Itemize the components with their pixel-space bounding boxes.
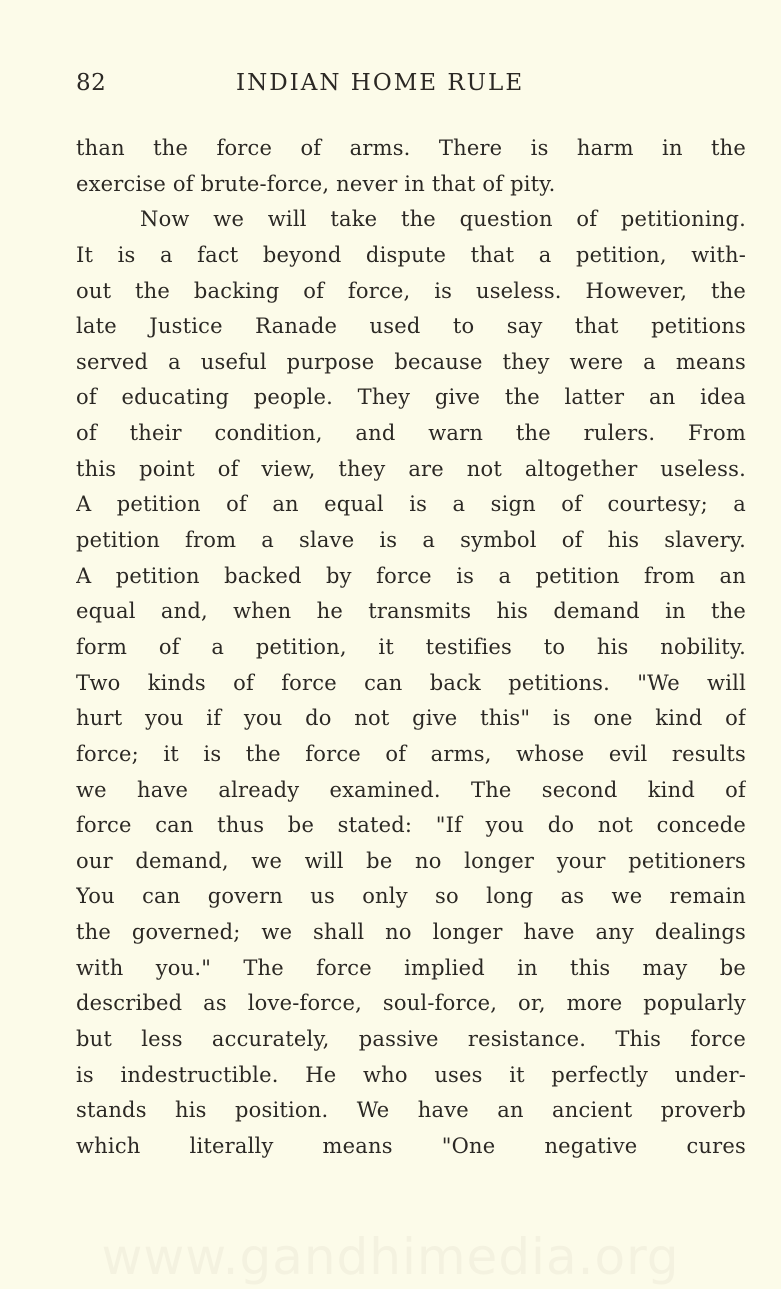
text-line: than the force of arms. There is harm in the — [76, 136, 746, 160]
text-line: stands his position. We have an ancient proverb — [76, 1098, 746, 1123]
text-line: petition from a slave is a symbol of his slavery. — [76, 528, 746, 553]
text-line: this point of view, they are not altogether useless. — [76, 456, 746, 481]
text-line: form of a petition, it testifies to his nobility. — [76, 634, 746, 659]
text-line: the governed; we shall no longer have any dealings — [76, 920, 746, 945]
text-line: It is a fact beyond dispute that a petition, with- — [76, 242, 746, 267]
text-line: Two kinds of force can back petitions. "We will — [76, 670, 746, 695]
text-line: A petition of an equal is a sign of courtesy; a — [76, 492, 746, 517]
watermark: www.gandhimedia.org — [101, 1228, 680, 1286]
text-line: exercise of brute-force, never in that of pity. — [76, 171, 556, 196]
text-line: of educating people. They give the latter an idea — [76, 385, 746, 410]
text-line: with you." The force implied in this may be — [76, 955, 746, 980]
text-line: hurt you if you do not give this" is one kind of — [76, 706, 746, 731]
text-line: A petition backed by force is a petition from an — [76, 563, 746, 588]
running-title: INDIAN HOME RULE — [236, 70, 525, 96]
text-line: served a useful purpose because they were a means — [76, 349, 746, 374]
text-line: late Justice Ranade used to say that petitions — [76, 314, 746, 339]
text-line: You can govern us only so long as we remain — [76, 884, 746, 909]
text-line: which literally means "One negative cures — [76, 1133, 746, 1158]
text-line: force can thus be stated: "If you do not concede — [76, 813, 746, 838]
page-number: 82 — [76, 70, 107, 96]
text-line: described as love-force, soul-force, or, more popularly — [76, 991, 746, 1016]
text-line: our demand, we will be no longer your petitioners — [76, 848, 746, 873]
text-line: force; it is the force of arms, whose evil results — [76, 741, 746, 766]
text-line: we have already examined. The second kind of — [76, 777, 746, 802]
page-header — [76, 70, 746, 104]
text-line: Now we will take the question of petitioning. — [140, 207, 746, 232]
text-line: is indestructible. He who uses it perfectly under- — [76, 1062, 746, 1087]
text-line: but less accurately, passive resistance. This force — [76, 1027, 746, 1052]
text-line: of their condition, and warn the rulers. From — [76, 421, 746, 446]
text-line: equal and, when he transmits his demand in the — [76, 599, 746, 624]
body-text — [76, 131, 746, 1165]
text-line: out the backing of force, is useless. However, the — [76, 278, 746, 303]
